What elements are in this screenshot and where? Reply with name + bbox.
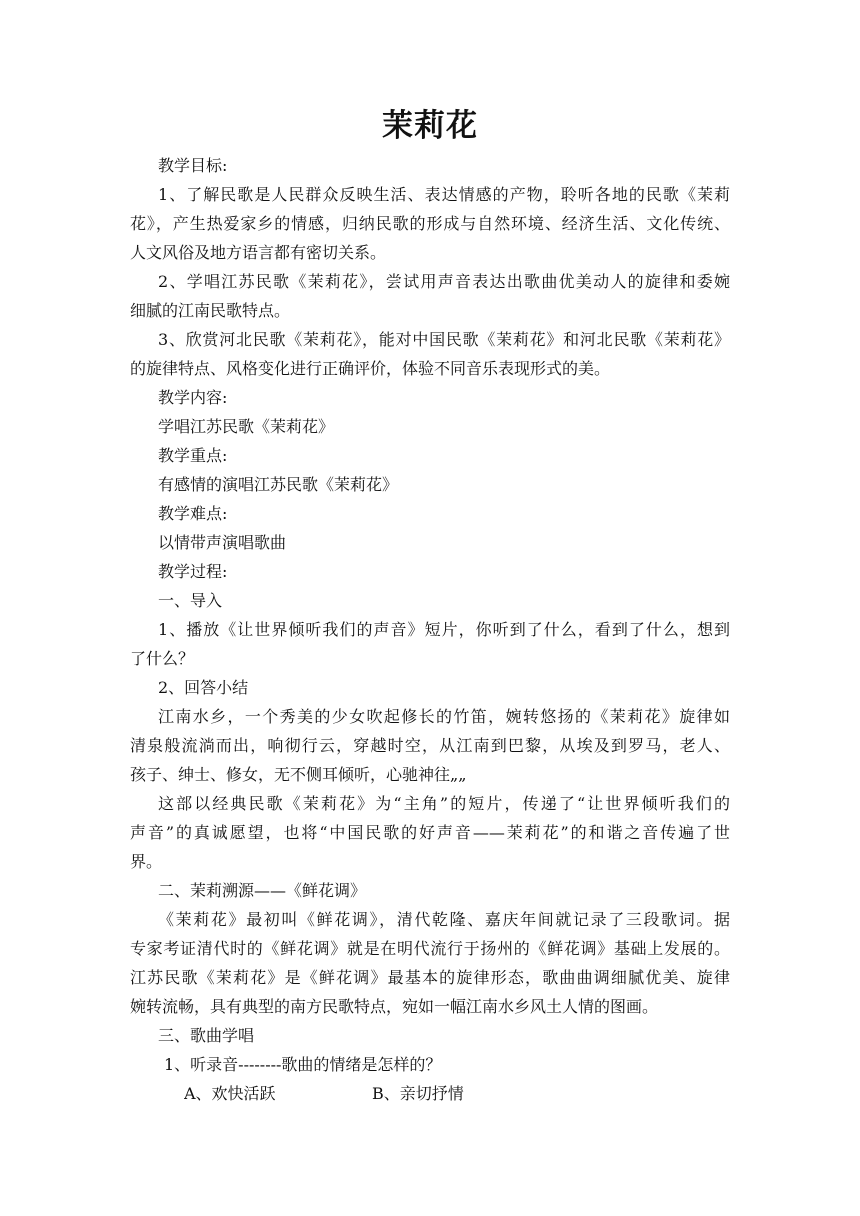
paragraph-line: 婉转流畅，具有典型的南方民歌特点，宛如一幅江南水乡风土人情的图画。: [130, 997, 659, 1016]
paragraph-line: 了什么？: [130, 649, 195, 668]
paragraph-line: 1、播放《让世界倾听我们的声音》短片，你听到了什么，看到了什么，想到: [158, 620, 730, 639]
paragraph-line: 的旋律特点、风格变化进行正确评价，体验不同音乐表现形式的美。: [130, 359, 611, 378]
paragraph-line: 这部以经典民歌《茉莉花》为“主角”的短片，传递了“让世界倾听我们的: [158, 794, 730, 813]
paragraph-line: 江苏民歌《茉莉花》是《鲜花调》最基本的旋律形态，歌曲曲调细腻优美、旋律: [130, 968, 730, 987]
paragraph-line: 细腻的江南民歌特点。: [130, 301, 291, 320]
paragraph-line: 界。: [130, 852, 163, 871]
teaching-process-heading: 教学过程:: [158, 562, 228, 581]
paragraph-line: 3、欣赏河北民歌《茉莉花》，能对中国民歌《茉莉花》和河北民歌《茉莉花》: [158, 330, 730, 349]
paragraph-line: 1、了解民歌是人民群众反映生活、表达情感的产物，聆听各地的民歌《茉莉: [158, 185, 730, 204]
question-line: 1、听录音--------歌曲的情绪是怎样的？: [164, 1055, 442, 1074]
teaching-focus-heading: 教学重点:: [158, 446, 228, 465]
paragraph-line: 以情带声演唱歌曲: [158, 533, 287, 552]
paragraph-line: 江南水乡，一个秀美的少女吹起修长的竹笛，婉转悠扬的《茉莉花》旋律如: [158, 707, 730, 726]
paragraph-line: 孩子、绅士、修女，无不侧耳倾听，心驰神往„„: [130, 765, 467, 784]
paragraph-line: 学唱江苏民歌《茉莉花》: [158, 417, 335, 436]
section-heading-origin: 二、茉莉溯源——《鲜花调》: [158, 881, 367, 900]
teaching-difficulty-heading: 教学难点:: [158, 504, 228, 523]
paragraph-line: 花》，产生热爱家乡的情感，归纳民歌的形成与自然环境、经济生活、文化传统、: [130, 214, 730, 233]
paragraph-line: 专家考证清代时的《鲜花调》就是在明代流行于扬州的《鲜花调》基础上发展的。: [130, 939, 730, 958]
section-heading-learning: 三、歌曲学唱: [158, 1026, 255, 1045]
teaching-goals-heading: 教学目标:: [158, 156, 228, 175]
section-heading-intro: 一、导入: [158, 591, 223, 610]
paragraph-line: 清泉般流淌而出，响彻行云，穿越时空，从江南到巴黎，从埃及到罗马，老人、: [130, 736, 730, 755]
option-b: B、亲切抒情: [372, 1084, 464, 1103]
paragraph-line: 2、回答小结: [158, 678, 249, 697]
paragraph-line: 2、学唱江苏民歌《茉莉花》，尝试用声音表达出歌曲优美动人的旋律和委婉: [158, 272, 730, 291]
paragraph-line: 人文风俗及地方语言都有密切关系。: [130, 243, 387, 262]
option-a: A、欢快活跃: [184, 1084, 276, 1103]
teaching-content-heading: 教学内容:: [158, 388, 228, 407]
paragraph-line: 有感情的演唱江苏民歌《茉莉花》: [158, 475, 399, 494]
page-title: 茉莉花: [382, 108, 478, 144]
paragraph-line: 声音”的真诚愿望，也将“中国民歌的好声音——茉莉花”的和谐之音传遍了世: [130, 823, 730, 842]
paragraph-line: 《茉莉花》最初叫《鲜花调》，清代乾隆、嘉庆年间就记录了三段歌词。据: [158, 910, 730, 929]
